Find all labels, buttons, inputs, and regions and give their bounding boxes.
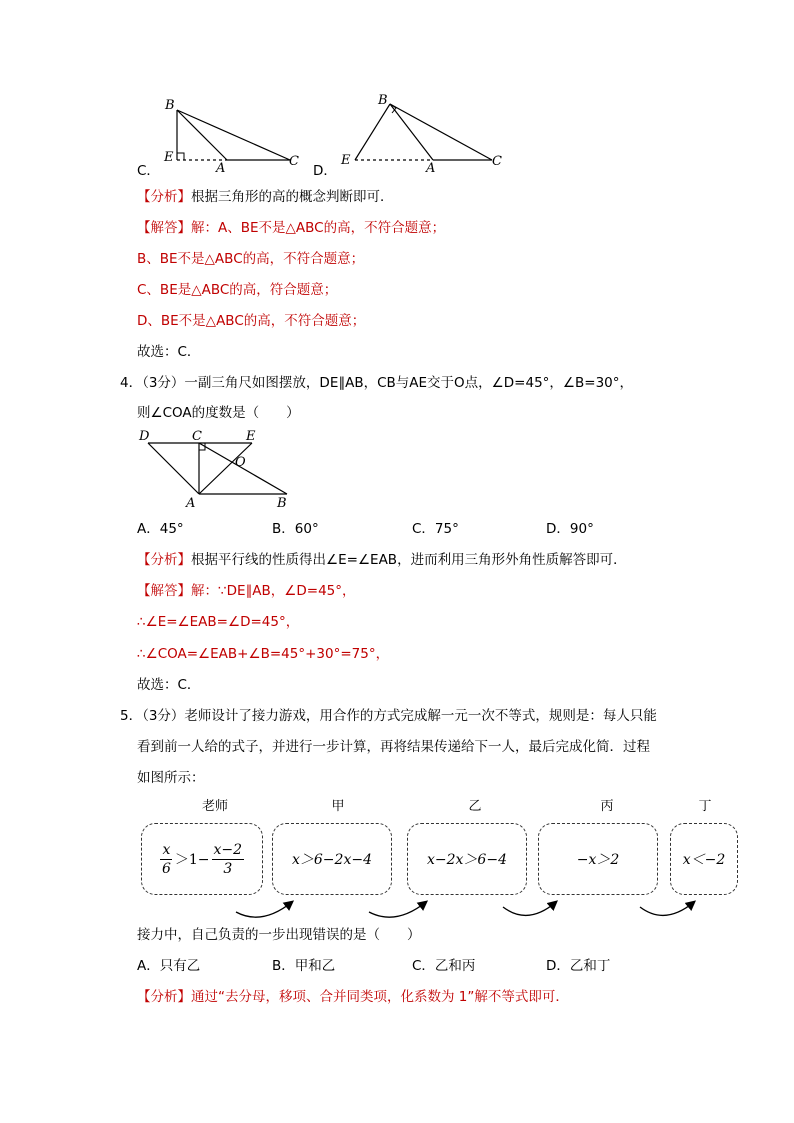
option-d-label: D． bbox=[313, 163, 337, 179]
teacher-expr-mid: ＞1− bbox=[174, 852, 210, 868]
arrow-2 bbox=[369, 902, 426, 917]
q5-option-a: A．只有乙 bbox=[137, 958, 201, 974]
q4-option-b: B．60° bbox=[272, 521, 319, 537]
teacher-frac-a-num: x bbox=[162, 841, 171, 858]
q5-stem-line1: 5．（3分）老师设计了接力游戏，用合作的方式完成解一元一次不等式，规则是：每人只能 bbox=[120, 708, 657, 724]
q5-option-b: B．甲和乙 bbox=[272, 958, 336, 974]
q4-option-a: A．45° bbox=[137, 521, 184, 537]
q3-analysis-tag: 【分析】 bbox=[137, 189, 191, 205]
q4-answer-line2: ∴∠E=∠EAB=∠D=45°， bbox=[137, 614, 300, 630]
teacher-frac-a-den: 6 bbox=[161, 860, 171, 877]
q4-analysis-tag: 【分析】 bbox=[137, 552, 191, 568]
q4-stem-line1: 4．（3分）一副三角尺如图摆放，DE∥AB，CB与AE交于O点，∠D=45°，∠B=30°， bbox=[120, 375, 634, 391]
q4-analysis-text: 根据平行线的性质得出∠E=∠EAB，进而利用三角形外角性质解答即可． bbox=[191, 552, 627, 568]
q4-label-o: O bbox=[235, 455, 246, 470]
q5-stem-line2: 看到前一人给的式子，并进行一步计算，再将结果传递给下一人，最后完成化简．过程 bbox=[137, 739, 650, 755]
q3-analysis-text: 根据三角形的高的概念判断即可． bbox=[191, 189, 394, 205]
q3-answer-text1: 解：A、BE不是△ABC的高，不符合题意； bbox=[191, 220, 446, 236]
q4-choose: 故选：C． bbox=[137, 677, 201, 693]
q5-analysis bbox=[137, 988, 569, 1006]
q4-stem-line2: 则∠COA的度数是（ ） bbox=[137, 405, 300, 421]
person-jia: 甲 bbox=[331, 799, 345, 814]
q3-answer-line4: D、BE不是△ABC的高，不符合题意； bbox=[137, 313, 366, 329]
q5-option-c: C．乙和丙 bbox=[412, 958, 476, 974]
q3-answer-tag: 【解答】 bbox=[137, 220, 191, 236]
box-jia: x＞6−2x−4 bbox=[272, 823, 392, 895]
q5-stem-line3: 如图所示： bbox=[137, 770, 205, 786]
box-bing: −x＞2 bbox=[538, 823, 658, 895]
q4-label-b: B bbox=[277, 496, 287, 511]
person-bing: 丙 bbox=[600, 799, 614, 814]
box-ding: x＜−2 bbox=[670, 823, 738, 895]
arrow-3 bbox=[503, 902, 556, 915]
q3-answer-line2: B、BE不是△ABC的高，不符合题意； bbox=[137, 251, 365, 267]
person-yi: 乙 bbox=[468, 799, 482, 814]
q5-analysis-text: 通过“去分母，移项、合并同类项，化系数为 1”解不等式即可． bbox=[191, 989, 569, 1005]
q4-label-c: C bbox=[192, 429, 202, 444]
q3-answer-line3: C、BE是△ABC的高，符合题意； bbox=[137, 282, 338, 298]
person-teacher: 老师 bbox=[201, 799, 228, 814]
q4-label-d: D bbox=[139, 429, 150, 444]
q5-option-d: D．乙和丁 bbox=[546, 958, 611, 974]
fig-c-label-c: C bbox=[289, 154, 299, 169]
q4-answer-line3: ∴∠COA=∠EAB+∠B=45°+30°=75°， bbox=[137, 646, 390, 662]
q5-analysis-tag: 【分析】 bbox=[137, 989, 191, 1005]
fig-c-label-e: E bbox=[164, 150, 174, 165]
q4-answer-tag: 【解答】 bbox=[137, 583, 191, 599]
q5-question: 接力中，自己负责的一步出现错误的是（ ） bbox=[137, 927, 421, 943]
q3-choose: 故选：C． bbox=[137, 344, 201, 360]
option-c-label: C． bbox=[137, 163, 160, 179]
q4-option-d: D．90° bbox=[546, 521, 594, 537]
q4-label-a: A bbox=[186, 496, 196, 511]
arrow-4 bbox=[640, 902, 694, 915]
person-ding: 丁 bbox=[698, 799, 712, 814]
arrow-1 bbox=[236, 902, 292, 917]
fig-d-label-a: A bbox=[426, 161, 436, 176]
fig-d-label-e: E bbox=[341, 153, 351, 168]
teacher-frac-b-den: 3 bbox=[223, 860, 233, 877]
fig-d-label-b: B bbox=[378, 93, 388, 108]
q4-option-c: C．75° bbox=[412, 521, 459, 537]
fig-d-label-c: C bbox=[492, 154, 502, 169]
q4-label-e: E bbox=[246, 429, 256, 444]
fig-c-label-a: A bbox=[216, 161, 226, 176]
box-yi: x−2x＞6−4 bbox=[407, 823, 527, 895]
q4-answer-text1: 解：∵DE∥AB，∠D=45°， bbox=[191, 583, 356, 599]
teacher-frac-b-num: x−2 bbox=[213, 841, 243, 858]
fig-c-label-b: B bbox=[165, 98, 175, 113]
